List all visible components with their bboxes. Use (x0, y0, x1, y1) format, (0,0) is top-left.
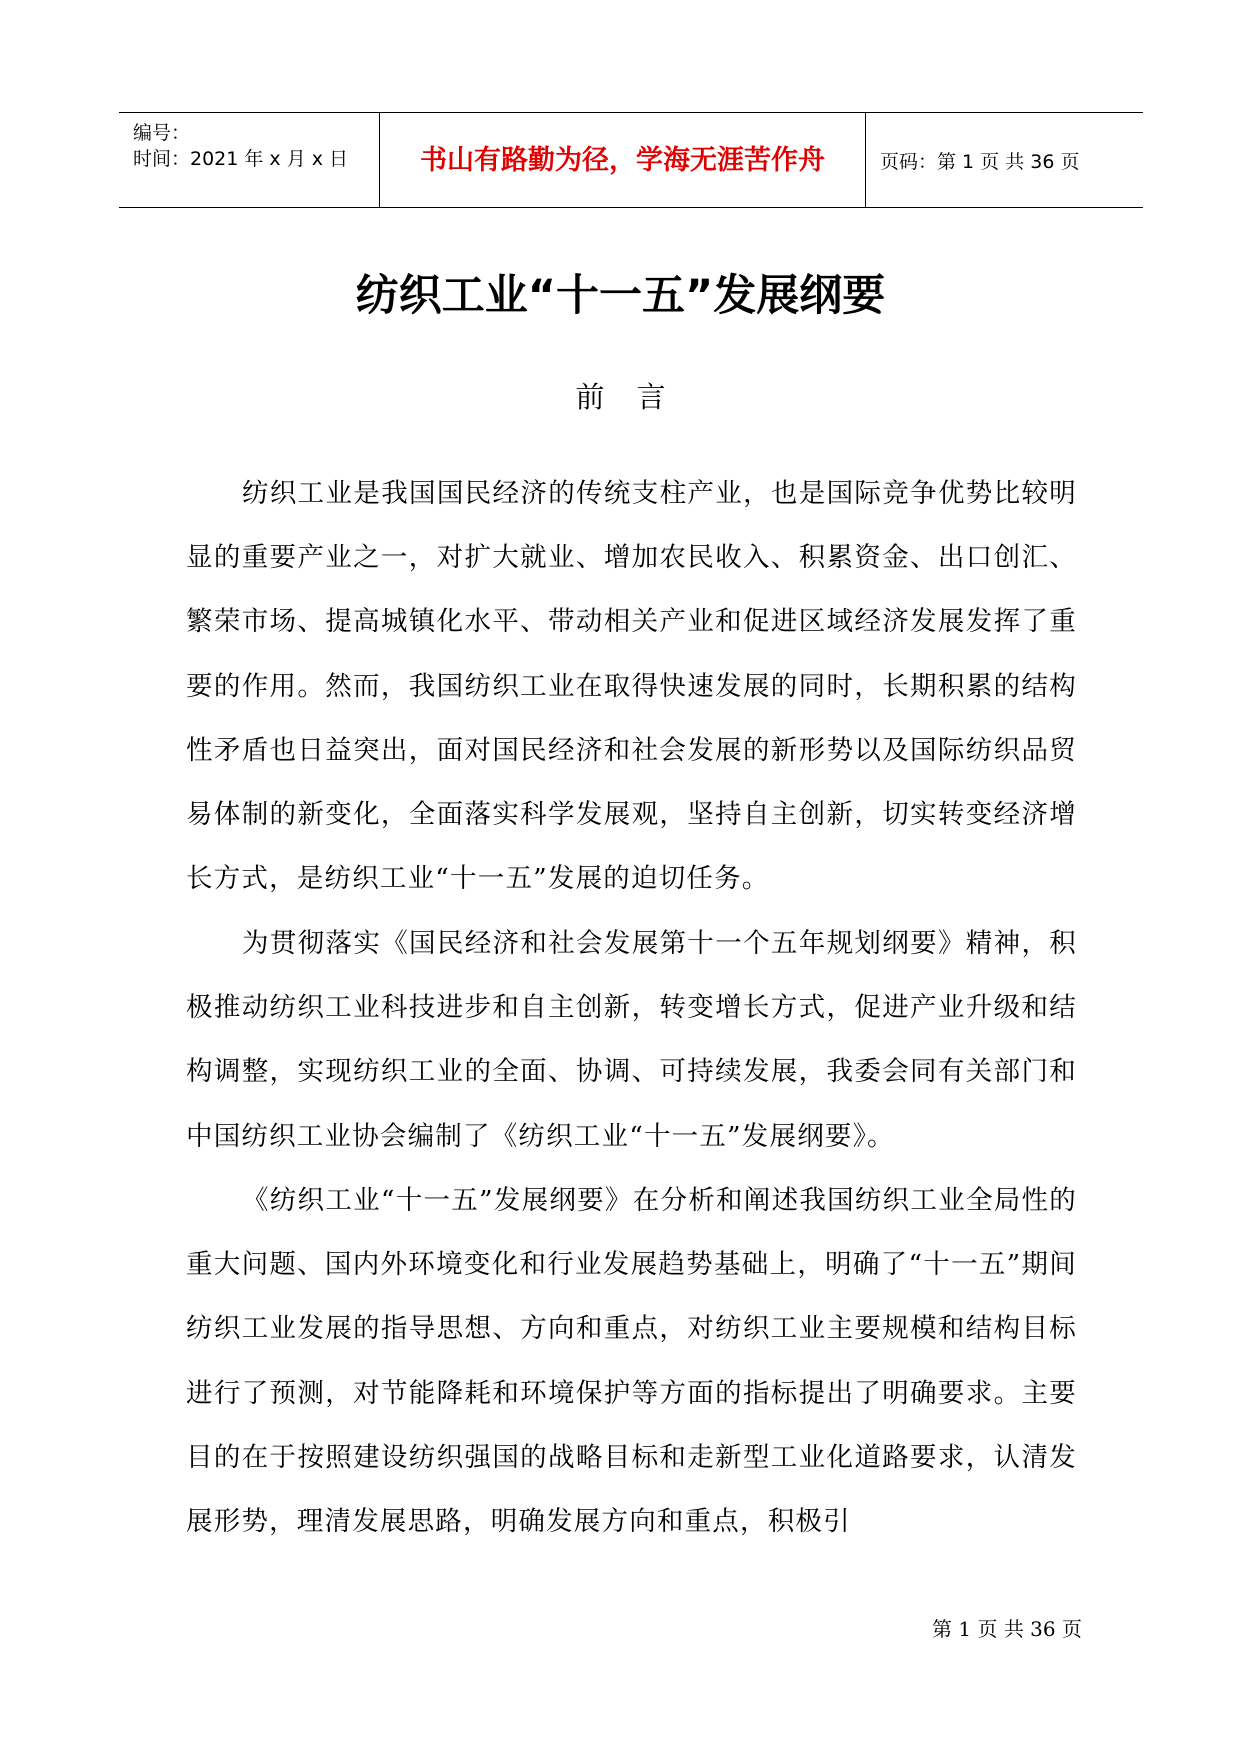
section-heading: 前言 (575, 380, 698, 414)
document-title: 纺织工业“十一五”发展纲要 (355, 271, 886, 321)
page-code: 页码：第 1 页 共 36 页 (880, 151, 1080, 173)
header-meta-cell (119, 113, 379, 207)
motto: 书山有路勤为径，学海无涯苦作舟 (420, 145, 825, 176)
document-header (119, 112, 1143, 208)
body-paragraph: 《纺织工业“十一五”发展纲要》在分析和阐述我国纺织工业全局性的重大问题、国内外环境变化和行业发展趋势基础上，明确了“十一五”期间纺织工业发展的指导思想、方向和重点，对纺织工业主要规模和结构目标进行了预测，对节能降耗和环境保护等方面的指标提出了明确要求。主要目的在于按照建设纺织强国的战略目标和走新型工业化道路要求，认清发展形势，理清发展思路，明确发展方向和重点，积极引 (186, 1185, 1077, 1538)
date-line: 时间：2021 年 x 月 x 日 (133, 148, 349, 170)
header-page-cell (866, 113, 1143, 207)
header-motto-cell (379, 113, 866, 207)
serial-number-label: 编号： (133, 122, 191, 144)
body-paragraph: 为贯彻落实《国民经济和社会发展第十一个五年规划纲要》精神，积极推动纺织工业科技进步和自主创新，转变增长方式，促进产业升级和结构调整，实现纺织工业的全面、协调、可持续发展，我委会同有关部门和中国纺织工业协会编制了《纺织工业“十一五”发展纲要》。 (186, 928, 1077, 1152)
body-paragraph: 纺织工业是我国国民经济的传统支柱产业，也是国际竞争优势比较明显的重要产业之一，对扩大就业、增加农民收入、积累资金、出口创汇、繁荣市场、提高城镇化水平、带动相关产业和促进区域经济发展发挥了重要的作用。然而，我国纺织工业在取得快速发展的同时，长期积累的结构性矛盾也日益突出，面对国民经济和社会发展的新形势以及国际纺织品贸易体制的新变化，全面落实科学发展观，坚持自主创新，切实转变经济增长方式，是纺织工业“十一五”发展的迫切任务。 (186, 478, 1077, 895)
page-footer: 第 1 页 共 36 页 (932, 1617, 1082, 1641)
